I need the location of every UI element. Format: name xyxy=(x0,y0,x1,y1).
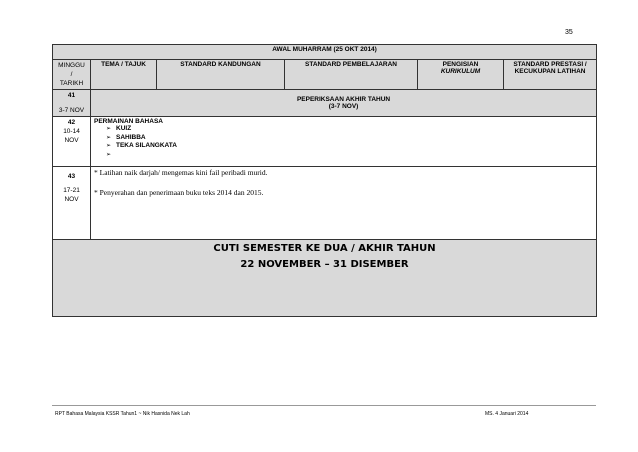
cuti-line2: 22 NOVEMBER – 31 DISEMBER xyxy=(240,259,409,270)
note-1: * Latihan naik darjah/ mengemas kini fail peribadi murid. xyxy=(94,168,268,177)
list-item-label: KUIZ xyxy=(116,125,132,132)
page-number: 35 xyxy=(565,29,573,36)
week-41-number: 41 xyxy=(67,92,76,99)
week-43-date2: NOV xyxy=(64,196,79,203)
week-42-date1: 10-14 xyxy=(63,128,80,135)
header-pengisian xyxy=(418,60,504,90)
header-row xyxy=(53,60,597,90)
week-41-row xyxy=(53,90,597,117)
week-42-date2: NOV xyxy=(64,137,79,144)
footer-right: MS. 4 Januari 2014 xyxy=(485,411,529,417)
cuti-line1: CUTI SEMESTER KE DUA / AKHIR TAHUN xyxy=(213,243,436,254)
header-minggu-line3: TARIKH xyxy=(59,80,84,87)
arrow-bullet-icon: ➢ xyxy=(106,133,112,141)
rpt-table xyxy=(52,44,597,317)
header-tema: TEMA / TAJUK xyxy=(91,60,157,90)
header-minggu-line1: MINGGU xyxy=(58,62,85,69)
week-43-date1: 17-21 xyxy=(63,187,80,194)
list-item-label: TEKA SILANGKATA xyxy=(116,142,177,149)
week-42-number: 42 xyxy=(67,119,76,126)
list-item-label: SAHIBBA xyxy=(116,133,146,141)
cuti-row xyxy=(53,240,597,317)
list-item xyxy=(106,134,593,143)
list-item xyxy=(106,151,593,160)
header-pengisian-line1: PENGISIAN xyxy=(442,61,479,68)
week-41-date: 3-7 NOV xyxy=(58,107,85,114)
exam-cell xyxy=(91,90,597,117)
header-minggu xyxy=(53,60,91,90)
arrow-bullet-icon: ➢ xyxy=(106,150,112,158)
week-41-cell xyxy=(53,90,91,117)
header-minggu-line2: / xyxy=(70,71,73,78)
arrow-bullet-icon: ➢ xyxy=(106,125,112,132)
header-prestasi-line1: STANDARD PRESTASI / xyxy=(513,61,587,68)
exam-dates: (3-7 NOV) xyxy=(328,103,359,110)
list-item xyxy=(106,125,593,134)
week-42-cell xyxy=(53,117,91,167)
header-prestasi xyxy=(504,60,597,90)
footer-divider xyxy=(52,405,596,406)
footer-left: RPT Bahasa Malaysia KSSR Tahun1 ~ Nik Hasnida Nek Lah xyxy=(55,411,190,417)
note-2: * Penyerahan dan penerimaan buku teks 2014 dan 2015. xyxy=(94,188,264,197)
week-43-row xyxy=(53,167,597,240)
week-42-content xyxy=(91,117,597,167)
week-42-topic: PERMAINAN BAHASA xyxy=(94,118,163,125)
week-42-list xyxy=(94,125,593,159)
header-pengisian-line2: KURIKULUM xyxy=(440,68,481,75)
header-prestasi-line2: KECUKUPAN LATIHAN xyxy=(514,68,586,75)
header-kandungan: STANDARD KANDUNGAN xyxy=(157,60,285,90)
week-43-number: 43 xyxy=(67,173,76,180)
list-item xyxy=(106,142,593,151)
title-row xyxy=(53,45,597,60)
cuti-cell xyxy=(53,240,597,317)
header-pembelajaran: STANDARD PEMBELAJARAN xyxy=(285,60,418,90)
week-42-row xyxy=(53,117,597,167)
exam-title: PEPERIKSAAN AKHIR TAHUN xyxy=(296,96,391,103)
table-title: AWAL MUHARRAM (25 OKT 2014) xyxy=(53,45,597,60)
arrow-bullet-icon: ➢ xyxy=(106,142,112,149)
week-43-cell xyxy=(53,167,91,240)
week-43-notes xyxy=(91,167,597,240)
